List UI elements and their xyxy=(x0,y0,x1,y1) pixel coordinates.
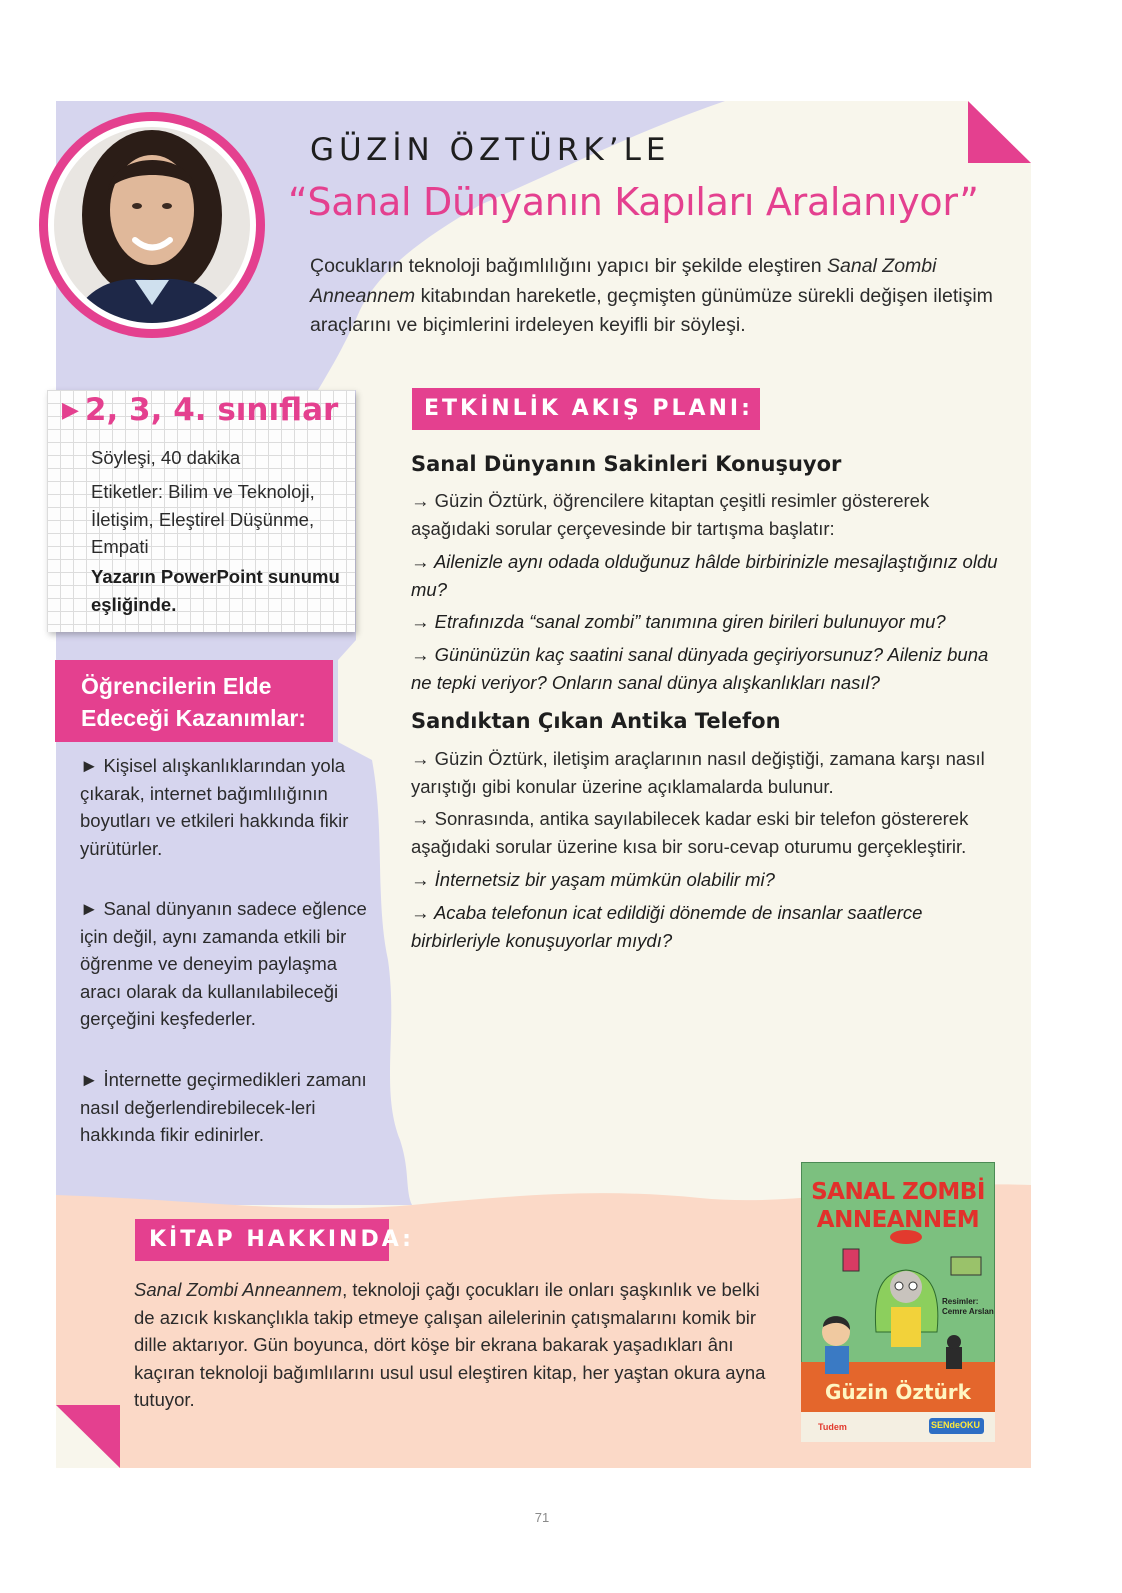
cover-author: Güzin Öztürk xyxy=(825,1380,971,1404)
cover-title xyxy=(801,1178,995,1234)
book-description xyxy=(134,1276,774,1414)
cover-title-line: ANNEANNEM xyxy=(816,1207,980,1233)
activity-paragraph: → Güzin Öztürk, öğrencilere kitaptan çeşitli resimler göstererek aşağıdaki sorular çerçevesinde bir tartışma başlatır: xyxy=(411,490,930,539)
corner-top-right xyxy=(968,101,1031,163)
activity-plan-label: ETKİNLİK AKIŞ PLANI: xyxy=(412,388,760,430)
grade-text: 2, 3, 4. sınıflar xyxy=(84,392,339,428)
intro-book-title: Sanal Zombi Anneannem xyxy=(310,255,937,307)
activity-question: → Etrafınızda “sanal zombi” tanımına giren birileri bulunuyor mu? xyxy=(411,611,946,632)
activity-question: → Gününüzün kaç saatini sanal dünyada geçiriyorsunuz? Aileniz buna ne tepki veriyor? Onların sanal dünya alışkanlıkları nasıl? xyxy=(411,644,989,693)
page-title: “Sanal Dünyanın Kapıları Aralanıyor” xyxy=(288,180,979,224)
tags-text: Etiketler: Bilim ve Teknoloji, İletişim, Eleştirel Düşünme, Empati xyxy=(91,481,315,557)
outcome-item: ► Sanal dünyanın sadece eğlence için değil, aynı zamanda etkili bir öğrenme ve deneyim paylaşma aracı olarak da kullanılabileceği gerçeğini keşfederler. xyxy=(80,898,367,1030)
activity-question: → Ailenizle aynı odada olduğunuz hâlde birbirinizle mesajlaştığınız oldu mu? xyxy=(411,551,998,600)
intro-text-2: kitabından hareketle, geçmişten günümüze sürekli değişen iletişim araçlarını ve biçimlerini irdeleyen keyifli bir söyleşi. xyxy=(310,284,993,336)
book-label: KİTAP HAKKINDA: xyxy=(135,1219,389,1261)
activity-paragraph: → Güzin Öztürk, iletişim araçlarının nasıl değiştiği, zamana karşı nasıl yarıştığı gibi konular üzerine açıklamalarda bulunur. xyxy=(411,748,985,797)
cover-illustrator-name: Cemre Arslan xyxy=(942,1307,994,1316)
activity-question: → İnternetsiz bir yaşam mümkün olabilir mi? xyxy=(411,869,775,890)
section-heading-1: Sanal Dünyanın Sakinleri Konuşuyor xyxy=(411,452,842,476)
activity-question: → Acaba telefonun icat edildiği dönemde de insanlar saatlerce birbirleriyle konuşuyorlar mıydı? xyxy=(411,902,923,951)
outcome-item: ► Kişisel alışkanlıklarından yola çıkarak, internet bağımlılığının boyutları ve etkileri hakkında fikir yürütürler. xyxy=(80,755,349,859)
cover-illustrator xyxy=(942,1297,994,1317)
intro-text-1: Çocukların teknoloji bağımlılığını yapıcı bir şekilde eleştiren xyxy=(310,255,827,277)
cover-title-line: SANAL ZOMBİ xyxy=(811,1179,985,1205)
activity-paragraph: → Sonrasında, antika sayılabilecek kadar eski bir telefon göstererek aşağıdaki sorular üzerine kısa bir soru-cevap oturumu gerçekleştirir. xyxy=(411,808,969,857)
outcome-item: ► İnternette geçirmedikleri zamanı nasıl değerlendirebilecek-leri hakkında fikir edinirler. xyxy=(80,1069,367,1146)
intro-paragraph xyxy=(310,252,1010,341)
duration-text: Söyleşi, 40 dakika xyxy=(91,447,241,468)
grade-heading xyxy=(62,392,338,428)
section-heading-2: Sandıktan Çıkan Antika Telefon xyxy=(411,709,781,733)
cover-illustrator-label: Resimler: xyxy=(942,1297,979,1306)
page-number: 71 xyxy=(534,1510,550,1525)
cover-publisher: Tudem xyxy=(818,1422,847,1432)
book-text: , teknoloji çağı çocukları ile onları şaşkınlık ve belki de azıcık kıskançlıkla takip etmeye çalışan ailelerinin çatışmalarını komik bir dille aktarıyor. Gün boyunca, dört köşe bir ekrana bakarak yaşadıkları ânı kaçıran teknoloji bağımlılarını usul usul eleştiren kitap, her yaştan okura ayna tutuyor. xyxy=(134,1279,766,1411)
author-photo xyxy=(39,112,265,338)
outcomes-title: Öğrencilerin Elde Edeceği Kazanımlar: xyxy=(81,673,306,731)
format-text: Yazarın PowerPoint sunumu eşliğinde. xyxy=(91,566,340,615)
author-name-heading: GÜZİN ÖZTÜRK’LE xyxy=(310,132,671,168)
book-title-italic: Sanal Zombi Anneannem xyxy=(134,1279,343,1300)
cover-series-logo: SENdeOKU xyxy=(931,1420,981,1430)
triangle-icon: ▶ xyxy=(62,398,79,423)
